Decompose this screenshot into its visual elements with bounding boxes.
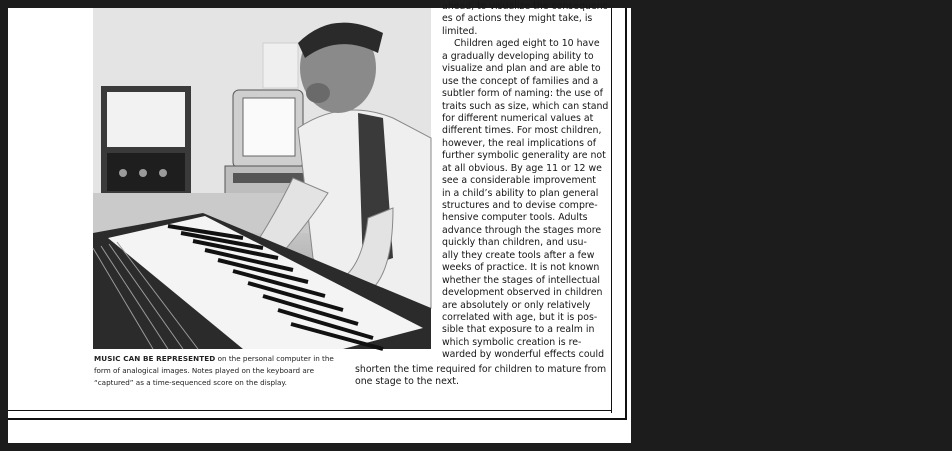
body-line: however, the real implications of <box>442 137 597 149</box>
body-line: Children aged eight to 10 have <box>454 38 600 50</box>
frame-line <box>8 410 612 411</box>
body-text-column <box>442 1 612 362</box>
photo-man-at-music-keyboard <box>93 8 431 349</box>
body-line: quickly than children, and usu- <box>442 237 587 249</box>
keyboard-photo-illustration <box>93 8 431 349</box>
body-line: hensive computer tools. Adults <box>442 212 588 224</box>
caption-lead: MUSIC CAN BE REPRESENTED <box>94 354 216 363</box>
body-line: sible that exposure to a realm in <box>442 324 595 336</box>
body-line: subtler form of naming: the use of <box>442 88 603 100</box>
body-line: are absolutely or only relatively <box>442 299 591 311</box>
body-line: ally they create tools after a few <box>442 249 595 261</box>
frame-line <box>611 8 612 413</box>
photo-caption <box>94 353 344 389</box>
body-line: visualize and plan and are able to <box>442 63 601 75</box>
body-line: structures and to devise compre- <box>442 200 598 211</box>
body-line: ahead, to visualize the consequenc- <box>442 1 612 12</box>
body-line: at all obvious. By age 11 or 12 we <box>442 162 602 174</box>
frame-line <box>8 418 627 420</box>
document-page <box>8 1 631 443</box>
body-line: shorten the time required for children to mature from <box>355 364 607 375</box>
body-line: weeks of practice. It is not known <box>442 262 600 274</box>
body-line: see a considerable improvement <box>442 175 596 187</box>
body-line: for different numerical values at <box>442 112 594 124</box>
body-line: correlated with age, but it is pos- <box>442 311 598 323</box>
body-line: one stage to the next. <box>355 376 459 388</box>
body-line: in a child’s ability to plan general <box>442 187 599 199</box>
body-line: limited. <box>442 25 478 37</box>
frame-line <box>625 8 627 420</box>
body-line: advance through the stages more <box>442 224 602 236</box>
body-text-wide <box>355 364 605 389</box>
body-line: warded by wonderful effects could <box>442 349 605 361</box>
body-line: further symbolic generality are not <box>442 150 606 162</box>
body-line: development observed in children <box>442 287 603 299</box>
body-line: which symbolic creation is re- <box>442 336 582 348</box>
body-line: use the concept of families and a <box>442 75 599 87</box>
body-line: es of actions they might take, is <box>442 13 593 25</box>
body-line: whether the stages of intellectual <box>442 274 600 286</box>
body-line: a gradually developing ability to <box>442 50 594 62</box>
body-line: different times. For most children, <box>442 125 602 137</box>
body-line: traits such as size, which can stand <box>442 100 609 112</box>
caption-text: on the personal computer in the form of analogical images. Notes played on the keyboard are “captured” as a time-sequenced score on the display. <box>94 354 334 387</box>
